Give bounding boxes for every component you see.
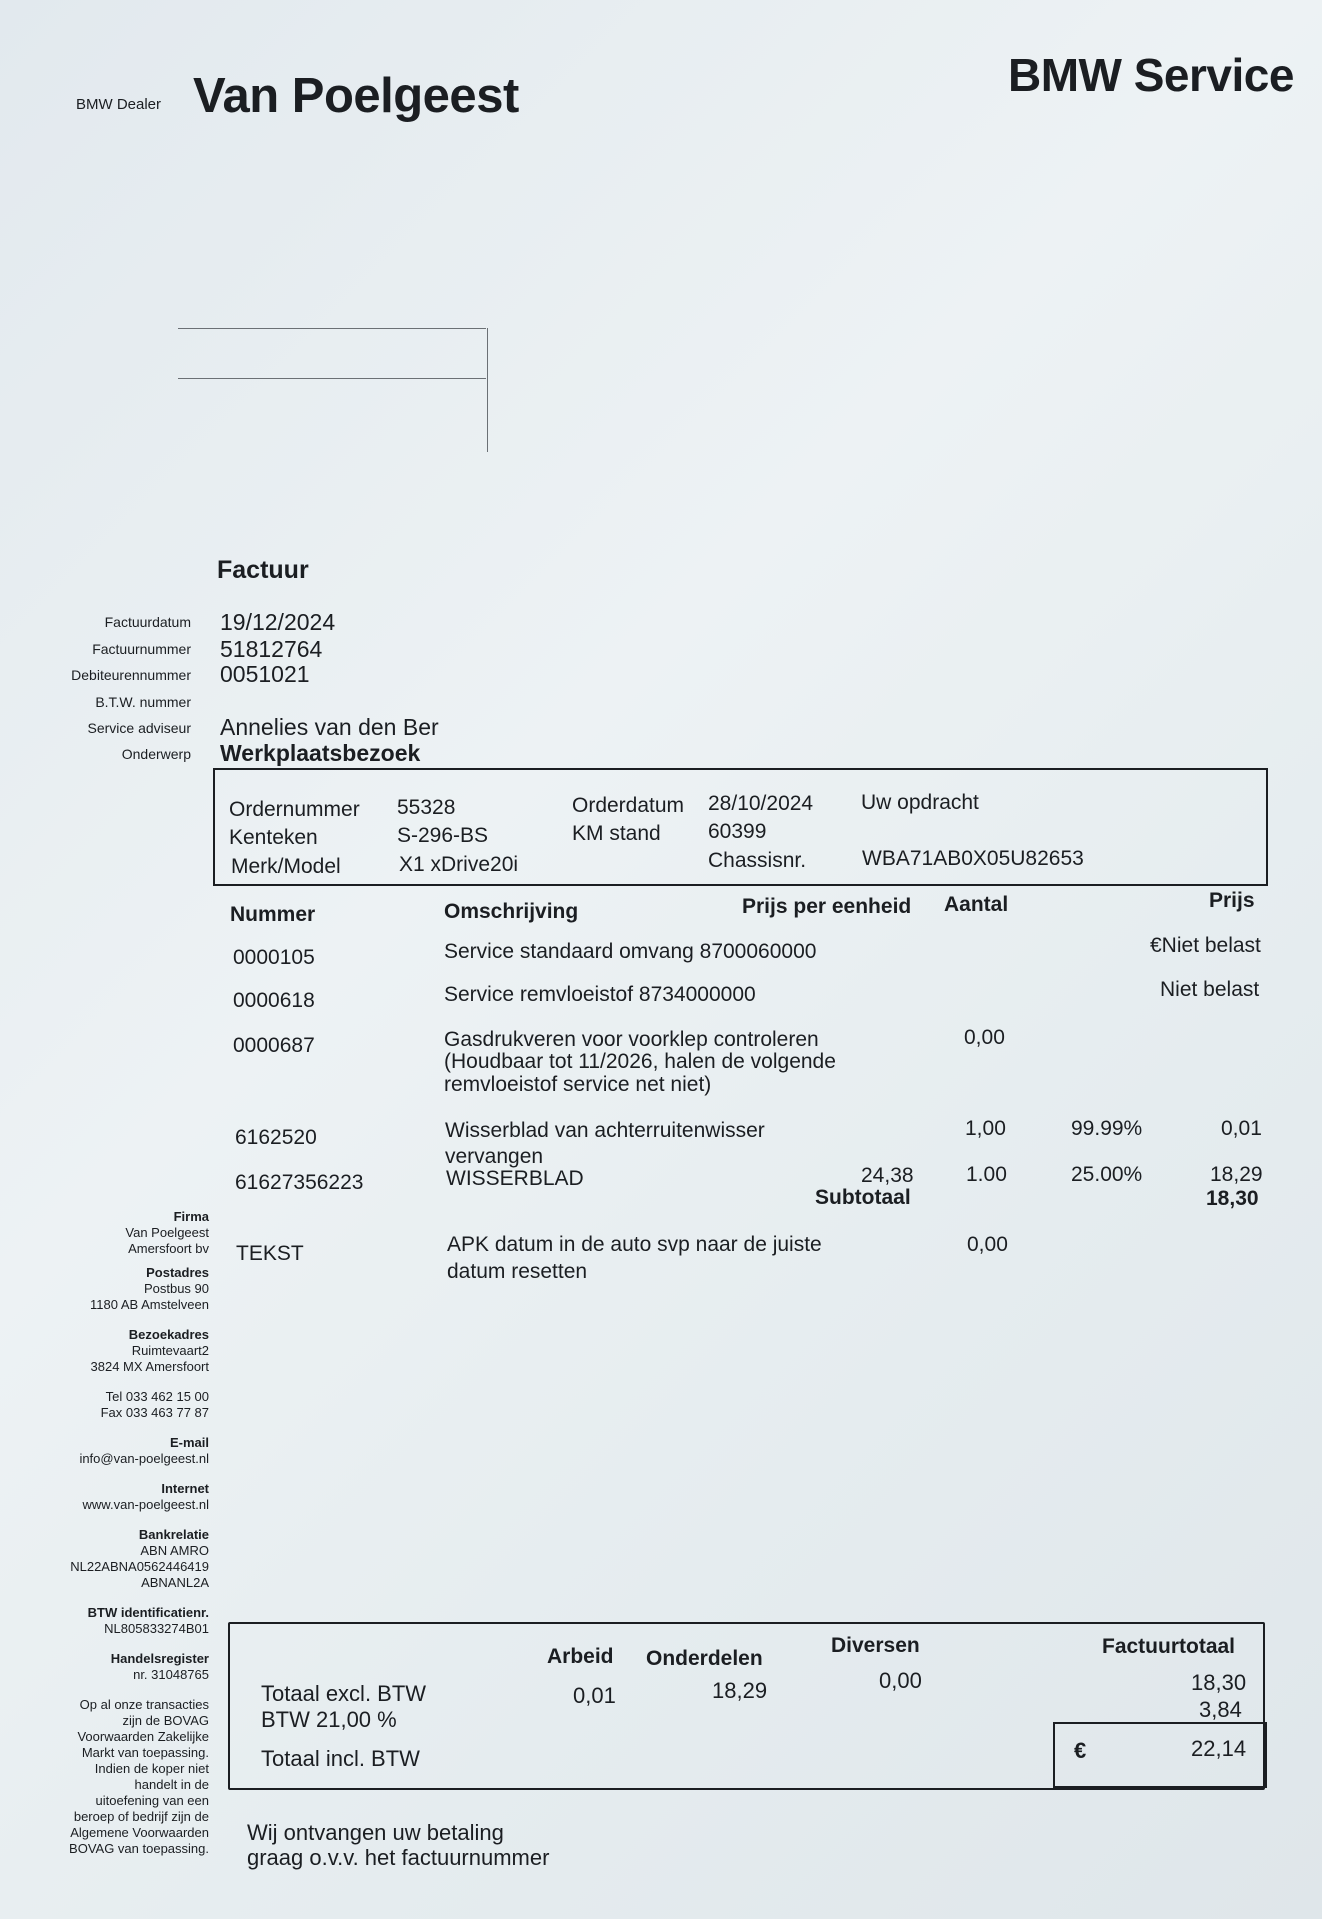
- company-info: [69, 1209, 209, 1857]
- postadres-label: Postadres: [146, 1265, 209, 1280]
- handelsregister: nr. 31048765: [133, 1667, 209, 1682]
- labor-header: Arbeid: [547, 1645, 614, 1668]
- parts-header: Onderdelen: [646, 1647, 763, 1670]
- vat-label: BTW 21,00 %: [261, 1707, 397, 1732]
- bank-line: NL22ABNA0562446419: [70, 1559, 209, 1574]
- row-description: vervangen: [445, 1145, 544, 1168]
- terms-line: Indien de koper niet: [94, 1761, 209, 1776]
- bezoekadres-line: 3824 MX Amersfoort: [90, 1359, 209, 1374]
- misc-value: 0,00: [879, 1668, 922, 1693]
- payment-note-line1: Wij ontvangen uw betaling: [247, 1820, 504, 1845]
- row-quantity: 1.00: [966, 1163, 1007, 1186]
- fax: Fax 033 463 77 87: [100, 1405, 209, 1420]
- service-advisor: Annelies van den Ber: [220, 714, 439, 740]
- km: 60399: [708, 820, 767, 843]
- order-number: 55328: [397, 796, 456, 819]
- order-number-label: Ordernummer: [229, 798, 360, 821]
- row-unit-price: 24,38: [861, 1164, 914, 1187]
- subtotal-value: 18,30: [1206, 1187, 1259, 1210]
- dealer-label: BMW Dealer: [76, 96, 162, 113]
- total-excl-label: Totaal excl. BTW: [261, 1681, 427, 1706]
- row-price: €Niet belast: [1150, 934, 1261, 957]
- row-discount: 25.00%: [1071, 1163, 1143, 1186]
- row-quantity: 1,00: [965, 1117, 1006, 1140]
- parts-value: 18,29: [712, 1678, 768, 1703]
- dealer-name: Van Poelgeest: [193, 69, 519, 123]
- labor-value: 0,01: [573, 1683, 616, 1708]
- website: www.van-poelgeest.nl: [82, 1497, 209, 1512]
- phone: Tel 033 462 15 00: [105, 1389, 209, 1404]
- row-number: 0000618: [233, 989, 315, 1012]
- order-date: 28/10/2024: [708, 792, 814, 815]
- row-description: remvloeistof service net niet): [444, 1073, 712, 1096]
- firma-line: Van Poelgeest: [125, 1225, 209, 1240]
- subject: Werkplaatsbezoek: [220, 740, 421, 766]
- bank-label: Bankrelatie: [138, 1527, 209, 1542]
- plate-label: Kenteken: [229, 826, 318, 849]
- km-label: KM stand: [572, 822, 661, 845]
- bank-line: ABN AMRO: [140, 1543, 209, 1558]
- terms-line: Algemene Voorwaarden: [70, 1825, 209, 1840]
- currency-symbol: €: [1074, 1738, 1087, 1763]
- assignment-label: Uw opdracht: [861, 791, 979, 814]
- debtor-number: 0051021: [220, 661, 310, 687]
- col-number-header: Nummer: [230, 903, 316, 926]
- row-number: 61627356223: [235, 1171, 364, 1194]
- row-description: datum resetten: [447, 1260, 588, 1283]
- row-number: 0000687: [233, 1034, 315, 1057]
- terms-line: zijn de BOVAG: [122, 1713, 209, 1728]
- row-description: Gasdrukveren voor voorklep controleren: [444, 1028, 819, 1051]
- brand-logo-text: BMW Service: [1008, 49, 1294, 101]
- row-description: (Houdbaar tot 11/2026, halen de volgende: [444, 1050, 836, 1073]
- firma-line: Amersfoort bv: [128, 1241, 209, 1256]
- row-price: 0,01: [1221, 1117, 1262, 1140]
- chassis: WBA71AB0X05U82653: [862, 847, 1084, 870]
- terms-line: BOVAG van toepassing.: [69, 1841, 209, 1856]
- service-advisor-label: Service adviseur: [87, 720, 191, 736]
- payment-note-line2: graag o.v.v. het factuurnummer: [247, 1845, 550, 1870]
- row-description: Wisserblad van achterruitenwisser: [445, 1119, 765, 1142]
- total-excl-value: 18,30: [1191, 1670, 1247, 1695]
- terms-line: uitoefening van een: [95, 1793, 209, 1808]
- col-price-header: Prijs: [1209, 889, 1255, 912]
- plate: S-296-BS: [397, 824, 489, 847]
- col-description-header: Omschrijving: [444, 900, 579, 923]
- btw-id-label: BTW identificatienr.: [87, 1605, 209, 1620]
- bezoekadres-label: Bezoekadres: [128, 1327, 209, 1342]
- row-price: 18,29: [1210, 1163, 1263, 1186]
- btw-id: NL805833274B01: [104, 1621, 209, 1636]
- chassis-label: Chassisnr.: [708, 849, 807, 872]
- postadres-line: 1180 AB Amstelveen: [89, 1297, 209, 1312]
- invoice-number-label: Factuurnummer: [92, 641, 191, 657]
- total-incl-value: 22,14: [1191, 1736, 1247, 1761]
- invoice-total-header: Factuurtotaal: [1102, 1635, 1236, 1658]
- total-incl-label: Totaal incl. BTW: [261, 1746, 420, 1771]
- row-discount: 99.99%: [1071, 1117, 1143, 1140]
- terms-line: Op al onze transacties: [79, 1697, 209, 1712]
- document-title: Factuur: [217, 556, 309, 584]
- col-unit-price-header: Prijs per eenheid: [742, 895, 912, 918]
- row-number: 0000105: [233, 946, 315, 969]
- row-number: 6162520: [235, 1126, 317, 1149]
- terms-line: Markt van toepassing.: [81, 1745, 209, 1760]
- row-number: TEKST: [236, 1242, 304, 1265]
- row-description: Service standaard omvang 8700060000: [444, 940, 817, 963]
- model-label: Merk/Model: [231, 855, 341, 878]
- firma-label: Firma: [173, 1209, 209, 1224]
- terms-line: handelt in de: [134, 1777, 209, 1792]
- row-quantity: 0,00: [967, 1233, 1008, 1256]
- vat-number-label: B.T.W. nummer: [95, 694, 191, 710]
- address-window: [178, 328, 488, 454]
- row-price: Niet belast: [1160, 978, 1260, 1001]
- handelsregister-label: Handelsregister: [110, 1651, 209, 1666]
- invoice-number: 51812764: [220, 636, 323, 662]
- row-quantity: 0,00: [964, 1026, 1005, 1049]
- bezoekadres-line: Ruimtevaart2: [131, 1343, 209, 1358]
- invoice-date-label: Factuurdatum: [104, 614, 191, 630]
- model: X1 xDrive20i: [399, 853, 519, 876]
- postadres-line: Postbus 90: [143, 1281, 209, 1296]
- row-description: WISSERBLAD: [446, 1167, 584, 1190]
- internet-label: Internet: [161, 1481, 209, 1496]
- email-label: E-mail: [169, 1435, 209, 1450]
- order-date-label: Orderdatum: [572, 794, 685, 817]
- email: info@van-poelgeest.nl: [79, 1451, 209, 1466]
- vat-value: 3,84: [1199, 1697, 1242, 1722]
- misc-header: Diversen: [831, 1634, 920, 1657]
- subject-label: Onderwerp: [121, 746, 191, 762]
- terms-line: Voorwaarden Zakelijke: [77, 1729, 209, 1744]
- bank-line: ABNANL2A: [141, 1575, 209, 1590]
- debtor-number-label: Debiteurennummer: [71, 667, 191, 683]
- col-quantity-header: Aantal: [944, 893, 1009, 916]
- row-description: APK datum in de auto svp naar de juiste: [447, 1233, 822, 1256]
- row-description: Service remvloeistof 8734000000: [444, 983, 756, 1006]
- terms-line: beroep of bedrijf zijn de: [73, 1809, 209, 1824]
- vehicle-details-box: [213, 768, 1268, 886]
- invoice-date: 19/12/2024: [220, 609, 336, 635]
- subtotal-label: Subtotaal: [815, 1186, 911, 1209]
